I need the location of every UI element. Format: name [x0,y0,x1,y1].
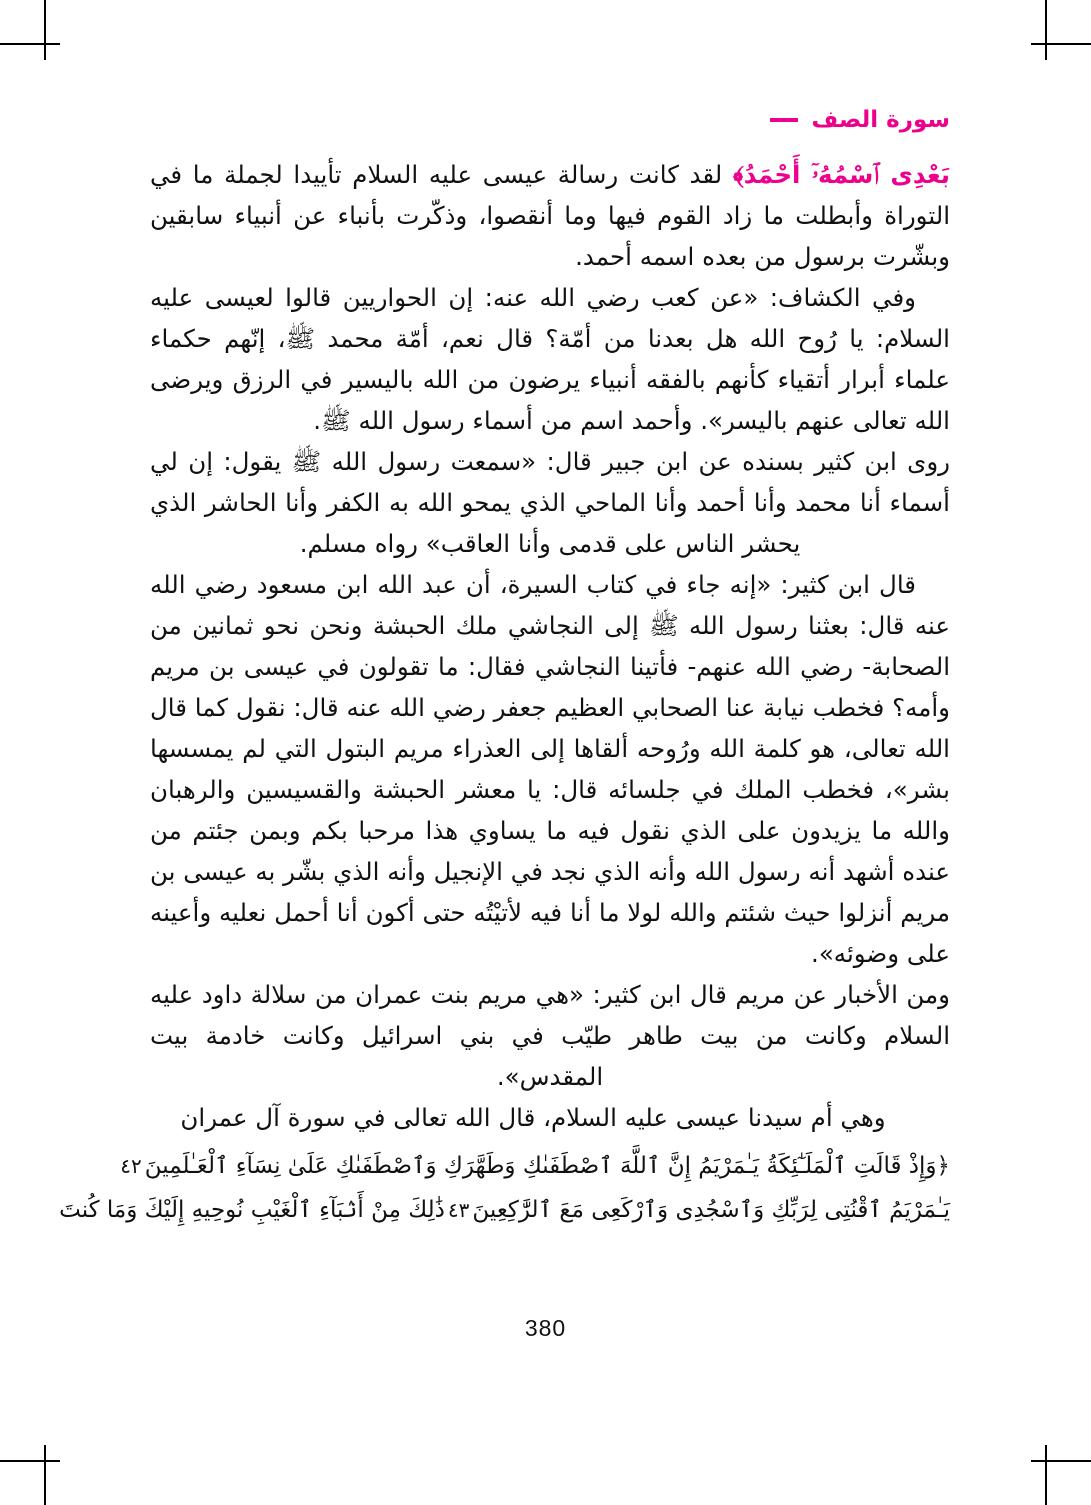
quran-verse-42-text: ﴿وَإِذْ قَالَتِ ٱلْمَلَـٰٓئِكَةُ يَـٰمَرْيَمُ إِنَّ ٱللَّهَ ٱصْطَفَىٰكِ وَطَهَّرَكِ وَٱصْطَفَىٰكِ عَلَىٰ نِسَآءِ ٱلْعَـٰلَمِينَ [144,1153,950,1179]
ayah-marker-42: ٤٢ [120,1154,142,1178]
page-content [59,100,951,1232]
paragraph-5 [150,974,950,1097]
quran-verse-block [59,1144,950,1232]
crop-mark-top-left-vertical [44,0,46,60]
paragraph-4-text: قال ابن كثير: «إنه جاء في كتاب السيرة، أن عبد الله ابن مسعود رضي الله عنه قال: بعثنا رسول الله ﷺ إلى النجاشي ملك الحبشة ونحن نحو ثمانين من الصحابة- رضي الله عنهم- فأتينا النجاشي فقال: ما تقولون في عيسى بن مريم وأمه؟ فخطب نيابة عنا الصحابي العظيم جعفر رضي الله عنه قال: نقول كما قال الله تعالى، هو كلمة الله ورُوحه ألقاها إلى العذراء مريم البتول التي لم يمسسها بشر»، فخطب الملك في جلسائه قال: يا معشر الحبشة والقسيسين والرهبان والله ما يزيدون على الذي نقول فيه ما يساوي هذا مرحبا بكم وبمن جئتم من عنده أشهد أنه رسول الله وأنه الذي نجد في الإنجيل وأنه الذي بشّر به عيسى بن مريم أنزلوا حيث شئتم والله لولا ما أنا فيه لأتيْتُه حتى أكون أنا أحمل نعليه وأعينه على وضوئه». [150,570,950,968]
paragraph-2-text: وفي الكشاف: «عن كعب رضي الله عنه: إن الحواريين قالوا لعيسى عليه السلام: يا رُوح الله هل بعدنا من أمّة؟ قال نعم، أمّة محمد ﷺ، إنّهم حكماء علماء أبرار أتقياء كأنهم بالفقه أنبياء يرضون من الله باليسير في الرزق ويرضى الله تعالى عنهم باليسر». وأحمد اسم من أسماء رسول الله ﷺ. [150,283,950,435]
crop-mark-top-right-vertical [1045,0,1047,60]
quran-verse-line-2 [59,1188,950,1232]
crop-mark-bottom-right-vertical [1045,1445,1047,1505]
crop-mark-bottom-left-horizontal [0,1460,60,1462]
surah-header-title: سورة الصف [811,107,950,133]
paragraph-3-text: روى ابن كثير بسنده عن ابن جبير قال: «سمعت رسول الله ﷺ يقول: إن لي أسماء أنا محمد وأنا أحمد وأنا الماحي الذي يمحو الله به الكفر وأنا الحاشر الذي يحشر الناس على قدمى وأنا العاقب» رواه مسلم. [150,447,950,558]
quran-verse-line-1 [120,1144,950,1188]
paragraph-2 [150,277,950,441]
header-rule-divider [770,118,798,122]
paragraph-1-text: لقد كانت رسالة عيسى عليه السلام تأييدا لجملة ما في التوراة وأبطلت ما زاد القوم فيها وما أنقصوا، وذكّرت بأنباء عن أنبياء سابقين وبشّرت برسول من بعده اسمه أحمد. [150,160,950,271]
quran-fragment-ahmad: بَعْدِى ٱسْمُهُۥٓ أَحْمَدُ﴾ [732,160,951,189]
ayah-marker-43: ٤٣ [447,1198,470,1222]
paragraph-4 [150,564,950,974]
crop-mark-bottom-right-horizontal [1031,1460,1091,1462]
page-number: 380 [524,1315,567,1341]
crop-mark-bottom-left-vertical [44,1445,46,1505]
quran-verse-44-partial-text: ذَٰلِكَ مِنْ أَنۢبَآءِ ٱلْغَيْبِ نُوحِيهِ إِلَيْكَ وَمَا كُنتَ [59,1197,445,1223]
paragraph-6 [150,1097,950,1138]
paragraph-3 [150,441,950,564]
paragraph-6-text: وهي أم سيدنا عيسى عليه السلام، قال الله تعالى في سورة آل عمران [180,1103,886,1132]
crop-mark-top-right-horizontal [1031,43,1091,45]
running-header [150,100,950,140]
crop-mark-top-left-horizontal [0,43,60,45]
paragraph-1 [150,154,950,277]
quran-verse-43-text: يَـٰمَرْيَمُ ٱقْنُتِى لِرَبِّكِ وَٱسْجُدِى وَٱرْكَعِى مَعَ ٱلرَّٰكِعِينَ [472,1197,950,1223]
paragraph-5-text: ومن الأخبار عن مريم قال ابن كثير: «هي مريم بنت عمران من سلالة داود عليه السلام وكانت من بيت طاهر طيّب في بني اسرائيل وكانت خادمة بيت المقدس». [150,980,950,1091]
